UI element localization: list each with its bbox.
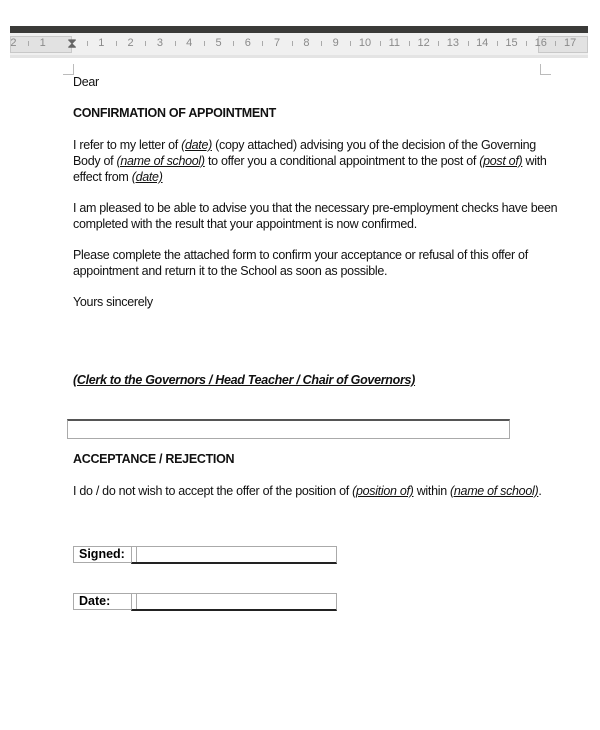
salutation: Dear — [73, 75, 99, 89]
ruler-tick — [28, 41, 29, 46]
paragraph-3-line-1: Please complete the attached form to confirm your acceptance or refusal of this offer of — [73, 248, 528, 262]
ruler-tick — [321, 41, 322, 46]
field-school[interactable]: (name of school) — [116, 154, 205, 168]
ruler-tick — [292, 41, 293, 46]
date-label: Date: — [73, 593, 137, 610]
ruler-tick — [175, 41, 176, 46]
ruler-tick — [409, 41, 410, 46]
field-post[interactable]: (post of) — [479, 154, 523, 168]
letter-heading: CONFIRMATION OF APPOINTMENT — [73, 106, 276, 120]
paragraph-1-line-3: effect from (date) — [73, 170, 163, 184]
ruler-tick — [350, 41, 351, 46]
ruler-label: 1 — [39, 37, 46, 49]
ruler-label: 6 — [244, 37, 251, 49]
ruler-tick — [87, 41, 88, 46]
ruler-label: 14 — [476, 37, 489, 49]
ruler-label: 15 — [505, 37, 518, 49]
field-position[interactable]: (position of) — [352, 484, 414, 498]
toolbar-edge — [10, 26, 588, 33]
paragraph-1-line-2: Body of (name of school) to offer you a conditional appointment to the post of (post of) with — [73, 154, 547, 168]
ruler-tick — [233, 41, 234, 46]
paragraph-1-line-1: I refer to my letter of (date) (copy attached) advising you of the decision of the Governing — [73, 138, 536, 152]
ruler-tick — [555, 41, 556, 46]
ruler-label: 1 — [98, 37, 105, 49]
ruler-label: 13 — [446, 37, 460, 49]
ruler-tick — [380, 41, 381, 46]
ruler-tick — [468, 41, 469, 46]
indent-marker-icon[interactable]: ⧗ — [67, 35, 77, 51]
field-school-name[interactable]: (name of school) — [450, 484, 539, 498]
signatory: (Clerk to the Governors / Head Teacher / Chair of Governors) — [73, 373, 416, 387]
field-effective-date[interactable]: (date) — [131, 170, 163, 184]
margin-corner-mark — [63, 64, 74, 75]
ruler-label: 12 — [417, 37, 430, 49]
ruler-tick — [526, 41, 527, 46]
signed-label: Signed: — [73, 546, 137, 563]
separator-box — [67, 419, 510, 439]
ruler-tick — [145, 41, 146, 46]
ruler-tick — [262, 41, 263, 46]
ruler-tick — [116, 41, 117, 46]
field-date[interactable]: (date) — [181, 138, 212, 152]
ruler-label: 3 — [156, 37, 163, 49]
ruler-label: 4 — [186, 37, 193, 49]
signed-field[interactable] — [131, 546, 337, 564]
acceptance-statement: I do / do not wish to accept the offer of the position of (position of) within (name of school). — [73, 484, 542, 498]
ruler-label: 2 — [10, 37, 17, 49]
closing: Yours sincerely — [73, 295, 153, 309]
ruler-label: 5 — [215, 37, 222, 49]
ruler-tick — [497, 41, 498, 46]
ruler-label: 8 — [303, 37, 310, 49]
margin-corner-mark — [540, 64, 551, 75]
acceptance-heading: ACCEPTANCE / REJECTION — [73, 452, 235, 466]
paragraph-2-line-2: completed with the result that your appointment is now confirmed. — [73, 217, 417, 231]
horizontal-ruler[interactable] — [10, 33, 588, 58]
paragraph-3-line-2: appointment and return it to the School as soon as possible. — [73, 264, 388, 278]
ruler-label: 10 — [358, 37, 372, 49]
ruler-label: 16 — [534, 37, 547, 49]
ruler-label: 9 — [332, 37, 339, 49]
ruler-tick — [204, 41, 205, 46]
ruler-label: 2 — [127, 37, 134, 49]
ruler-label: 11 — [388, 37, 401, 49]
date-field[interactable] — [131, 593, 337, 611]
ruler-label: 17 — [563, 37, 577, 49]
ruler-label: 7 — [274, 37, 281, 49]
ruler-tick — [438, 41, 439, 46]
paragraph-2-line-1: I am pleased to be able to advise you that the necessary pre-employment checks have been — [73, 201, 558, 215]
